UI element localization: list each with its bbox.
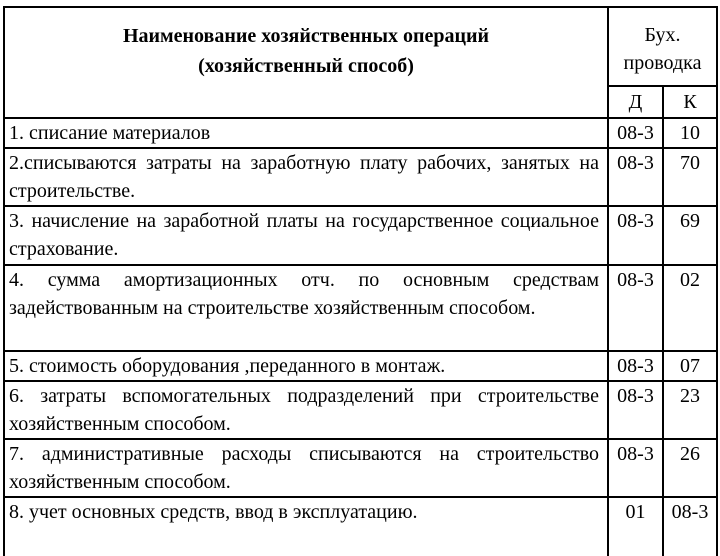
debit-account: 08-3 xyxy=(608,439,663,497)
header-row xyxy=(4,7,717,86)
operations-header-line1: Наименование хозяйственных операций xyxy=(122,25,490,47)
postings-table xyxy=(3,6,718,556)
table-row xyxy=(4,265,717,351)
table-row xyxy=(4,439,717,497)
debit-account: 08-3 xyxy=(608,118,663,148)
operation-text: 6. затраты вспомогательных подразделений при строительстве хозяйственным способом. xyxy=(4,381,608,439)
operation-text: 3. начисление на заработной платы на государственное социальное страхование. xyxy=(4,206,608,265)
debit-account: 08-3 xyxy=(608,351,663,381)
table-row xyxy=(4,381,717,439)
debit-account: 08-3 xyxy=(608,206,663,265)
credit-account: 69 xyxy=(663,206,717,265)
debit-account: 01 xyxy=(608,497,663,556)
operation-text: 4. сумма амортизационных отч. по основным средствам задействованным на строительстве хозяйственным способом. xyxy=(4,265,608,351)
credit-account: 23 xyxy=(663,381,717,439)
operation-text: 7. административные расходы списываются на строительство хозяйственным способом. xyxy=(4,439,608,497)
credit-account: 10 xyxy=(663,118,717,148)
operation-text: 5. стоимость оборудования ,переданного в монтаж. xyxy=(4,351,608,381)
table-row xyxy=(4,118,717,148)
credit-header: К xyxy=(663,86,717,118)
debit-header: Д xyxy=(608,86,663,118)
operation-text: 8. учет основных средств, ввод в эксплуатацию. xyxy=(4,497,608,556)
table-row xyxy=(4,206,717,265)
posting-header-line1: Бух. xyxy=(644,24,681,46)
operations-header-line2: (хозяйственный способ) xyxy=(198,55,414,77)
credit-account: 08-3 xyxy=(663,497,717,556)
table-row xyxy=(4,351,717,381)
posting-header xyxy=(608,7,717,86)
posting-header-line2: проводка xyxy=(623,52,702,74)
credit-account: 26 xyxy=(663,439,717,497)
operations-header xyxy=(4,7,608,118)
credit-account: 07 xyxy=(663,351,717,381)
debit-account: 08-3 xyxy=(608,381,663,439)
credit-account: 02 xyxy=(663,265,717,351)
operation-text: 1. списание материалов xyxy=(4,118,608,148)
operation-text: 2.списываются затраты на заработную плату рабочих, занятых на строительстве. xyxy=(4,148,608,206)
credit-account: 70 xyxy=(663,148,717,206)
table-row xyxy=(4,148,717,206)
debit-account: 08-3 xyxy=(608,265,663,351)
debit-account: 08-3 xyxy=(608,148,663,206)
table-row xyxy=(4,497,717,556)
